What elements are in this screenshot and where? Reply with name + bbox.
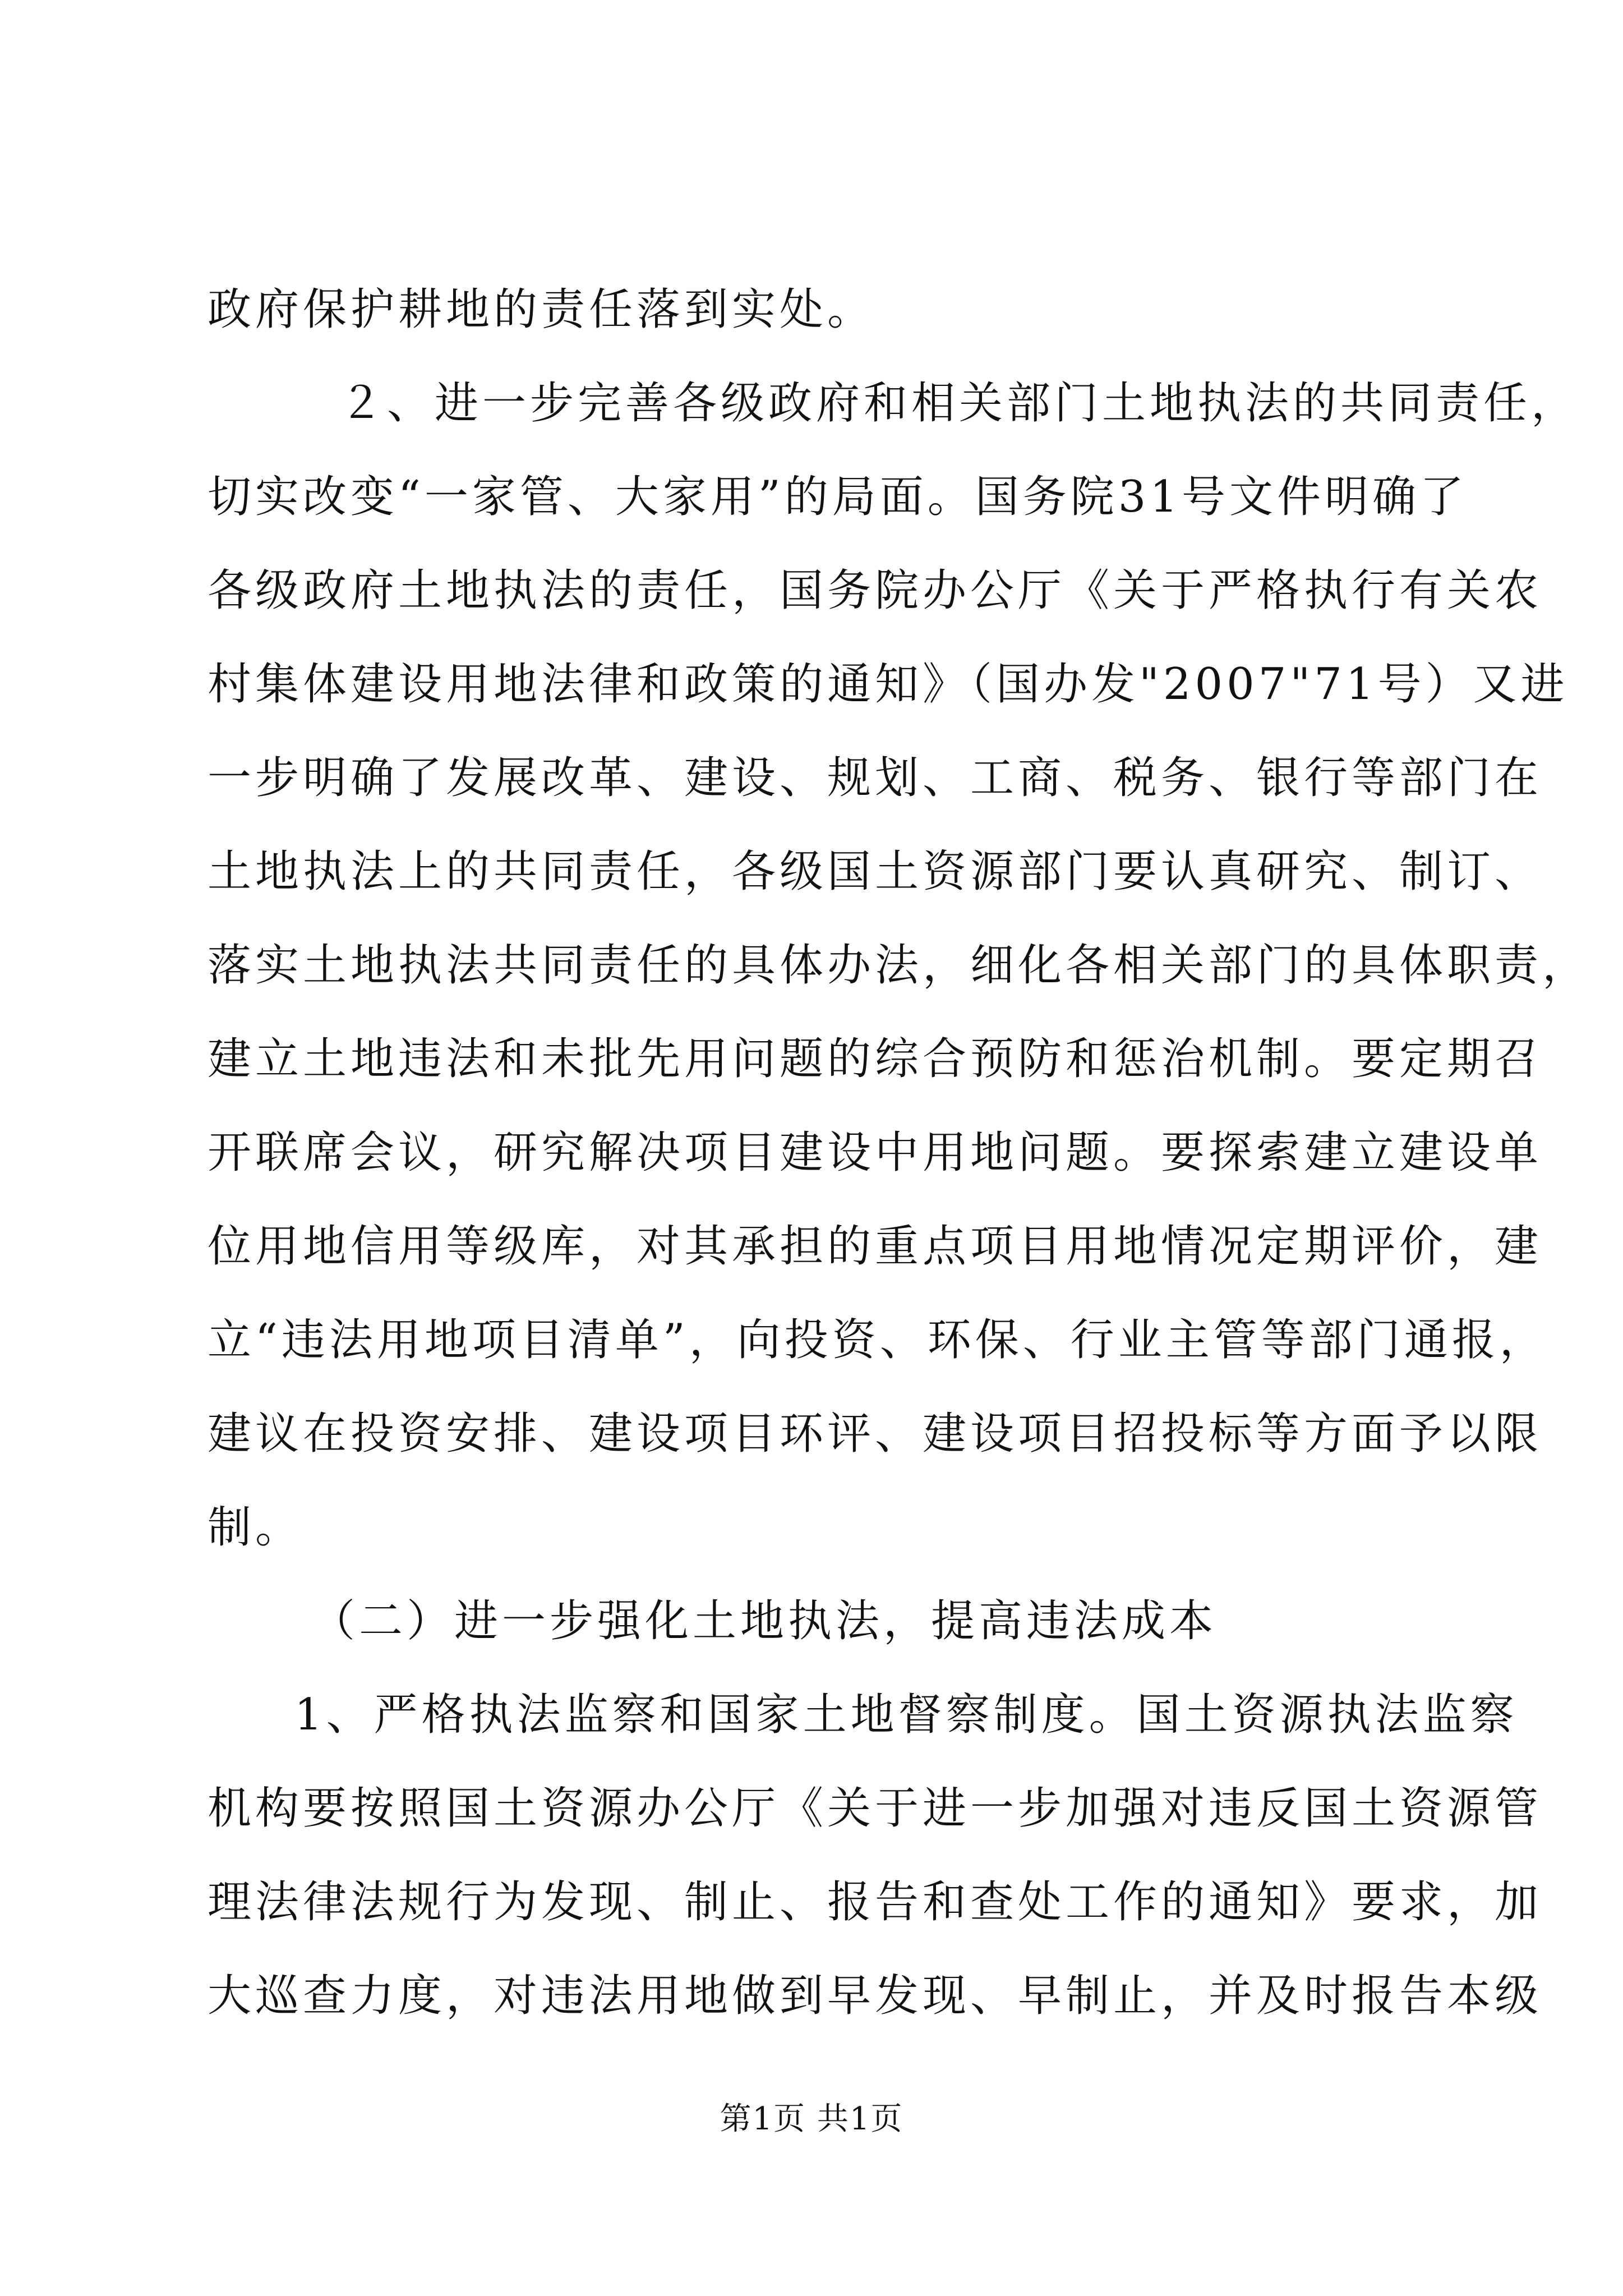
body-line: 大巡查力度，对违法用地做到早发现、早制止，并及时报告本级 [208,1971,1543,2021]
section-heading: （二）进一步强化土地执法，提高违法成本 [311,1596,1218,1646]
body-line: 土地执法上的共同责任，各级国土资源部门要认真研究、制订、 [208,846,1543,897]
body-line: 立“违法用地项目清单”，向投资、环保、行业主管等部门通报， [208,1315,1547,1365]
body-line: 机构要按照国土资源办公厅《关于进一步加强对违反国土资源管 [208,1783,1543,1834]
paragraph-start-line: ２、进一步完善各级政府和相关部门土地执法的共同责任， [292,378,1579,429]
body-line: 建议在投资安排、建设项目环评、建设项目招投标等方面予以限 [208,1409,1543,1459]
body-line: 各级政府土地执法的责任，国务院办公厅《关于严格执行有关农 [208,565,1543,616]
body-line: 制。 [208,1502,303,1553]
body-line: 建立土地违法和未批先用问题的综合预防和惩治机制。要定期召 [208,1034,1543,1084]
body-line: 落实土地执法共同责任的具体办法，细化各相关部门的具体职责， [208,940,1590,991]
body-line: 村集体建设用地法律和政策的通知》（国办发"2007"71号）又进 [208,659,1569,710]
body-line: 位用地信用等级库，对其承担的重点项目用地情况定期评价，建 [208,1221,1543,1272]
body-line: 政府保护耕地的责任落到实处。 [208,284,875,335]
body-line: 开联席会议，研究解决项目建设中用地问题。要探索建立建设单 [208,1128,1543,1178]
page-footer: 第1页 共1页 [720,2101,903,2137]
body-line: 一步明确了发展改革、建设、规划、工商、税务、银行等部门在 [208,753,1543,803]
body-line: 理法律法规行为发现、制止、报告和查处工作的通知》要求，加 [208,1877,1543,1927]
paragraph-start-line: 1、严格执法监察和国家土地督察制度。国土资源执法监察 [294,1690,1518,1740]
body-line: 切实改变“一家管、大家用”的局面。国务院31号文件明确了 [208,472,1468,522]
